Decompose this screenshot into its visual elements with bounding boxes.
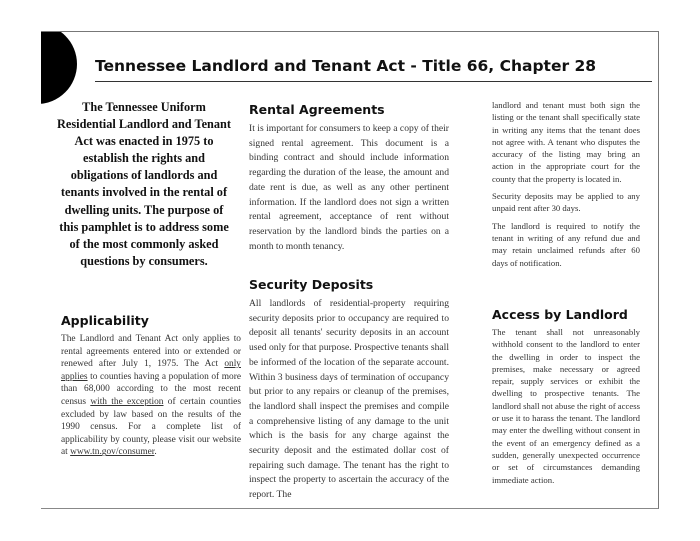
intro-text: The Tennessee Uniform Residential Landlord and Tenant Act was enacted in 1975 to establish the rights and obligations of landlords and tenants involved in the rental of dwelling units. The purpose of this pamphlet is to address some of the most commonly asked questions by consumers. <box>57 100 231 268</box>
title-rule <box>95 81 652 82</box>
access-text: The tenant shall not unreasonably withhold consent to the landlord to enter the dwelling in order to inspect the premises, make necessary or agreed repair, supply services or exhibit the dwelling to prospective tenants. The landlord shall not abuse the right of access or use it to harass the tenant. The landlord may enter the dwelling without consent in the event of an emergency defined as a sudden, generally unexpected occurrence or set of circumstances demanding immediate action. <box>492 327 640 485</box>
black-corner-decoration <box>41 31 77 104</box>
exception-link[interactable]: with the exception <box>90 396 164 407</box>
security-deposits-heading: Security Deposits <box>249 277 374 292</box>
page-title: Tennessee Landlord and Tenant Act - Title 66, Chapter 28 <box>95 57 597 75</box>
security-deposits-refund-text: The landlord is required to notify the tenant in writing of any refund due and may retain unclaimed refunds after 60 days of notification. <box>492 220 640 268</box>
applicability-heading: Applicability <box>61 313 149 328</box>
security-deposits-text: All landlords of residential-property requiring security deposits prior to occupancy are required to deposit all tenants' security deposits in an account used only for that purpose. Prospective tenants shall be informed of the location of the separate account. Within 3 business days of termination of occupancy but prior to any repairs or cleanup of the premises, the landlord shall inspect the premises and compile a comprehensive listing of any damage to the unit which is the basis for any charge against the security deposit and the estimated dollar cost of repairing such damage. The tenant has the right to inspect the property to ascertain the accuracy of the report. The <box>249 298 449 501</box>
website-link[interactable]: www.tn.gov/consumer <box>70 447 155 458</box>
access-heading: Access by Landlord <box>492 307 628 322</box>
brochure-page <box>41 31 659 509</box>
only-applies-link[interactable]: only applies <box>61 359 241 382</box>
security-deposits-continued <box>492 99 640 274</box>
security-deposits-rent-text: Security deposits may be applied to any unpaid rent after 30 days. <box>492 191 640 214</box>
rental-agreements-heading: Rental Agreements <box>249 102 385 117</box>
applicability-text: The Landlord and Tenant Act only applies to rental agreements entered into or extended or renewed after July 1, 1975. The Act only applies to counties having a population of more than 68,000 according to the most recent census with the exception of certain counties excluded by law based on the results of the 1990 census. For a complete list of applicability by county, please visit our website at www.tn.gov/consumer. <box>61 334 241 458</box>
rental-agreements-text: It is important for consumers to keep a copy of their signed rental agreement. This document is a binding contract and should include information regarding the duration of the lease, the amount and date rent is due, as well as any other pertinent information. If the landlord does not sign a written rental agreement, acceptance of rent without reservation by the landlord binds the parties on a month to month tenancy. <box>249 123 449 252</box>
security-deposits-continued-text: landlord and tenant must both sign the listing or the tenant shall specifically state in writing any items that the tenant does not agree with. A tenant who disputes the accuracy of the listing may bring an action in the appropriate court for the county that the property is located in. <box>492 100 640 184</box>
